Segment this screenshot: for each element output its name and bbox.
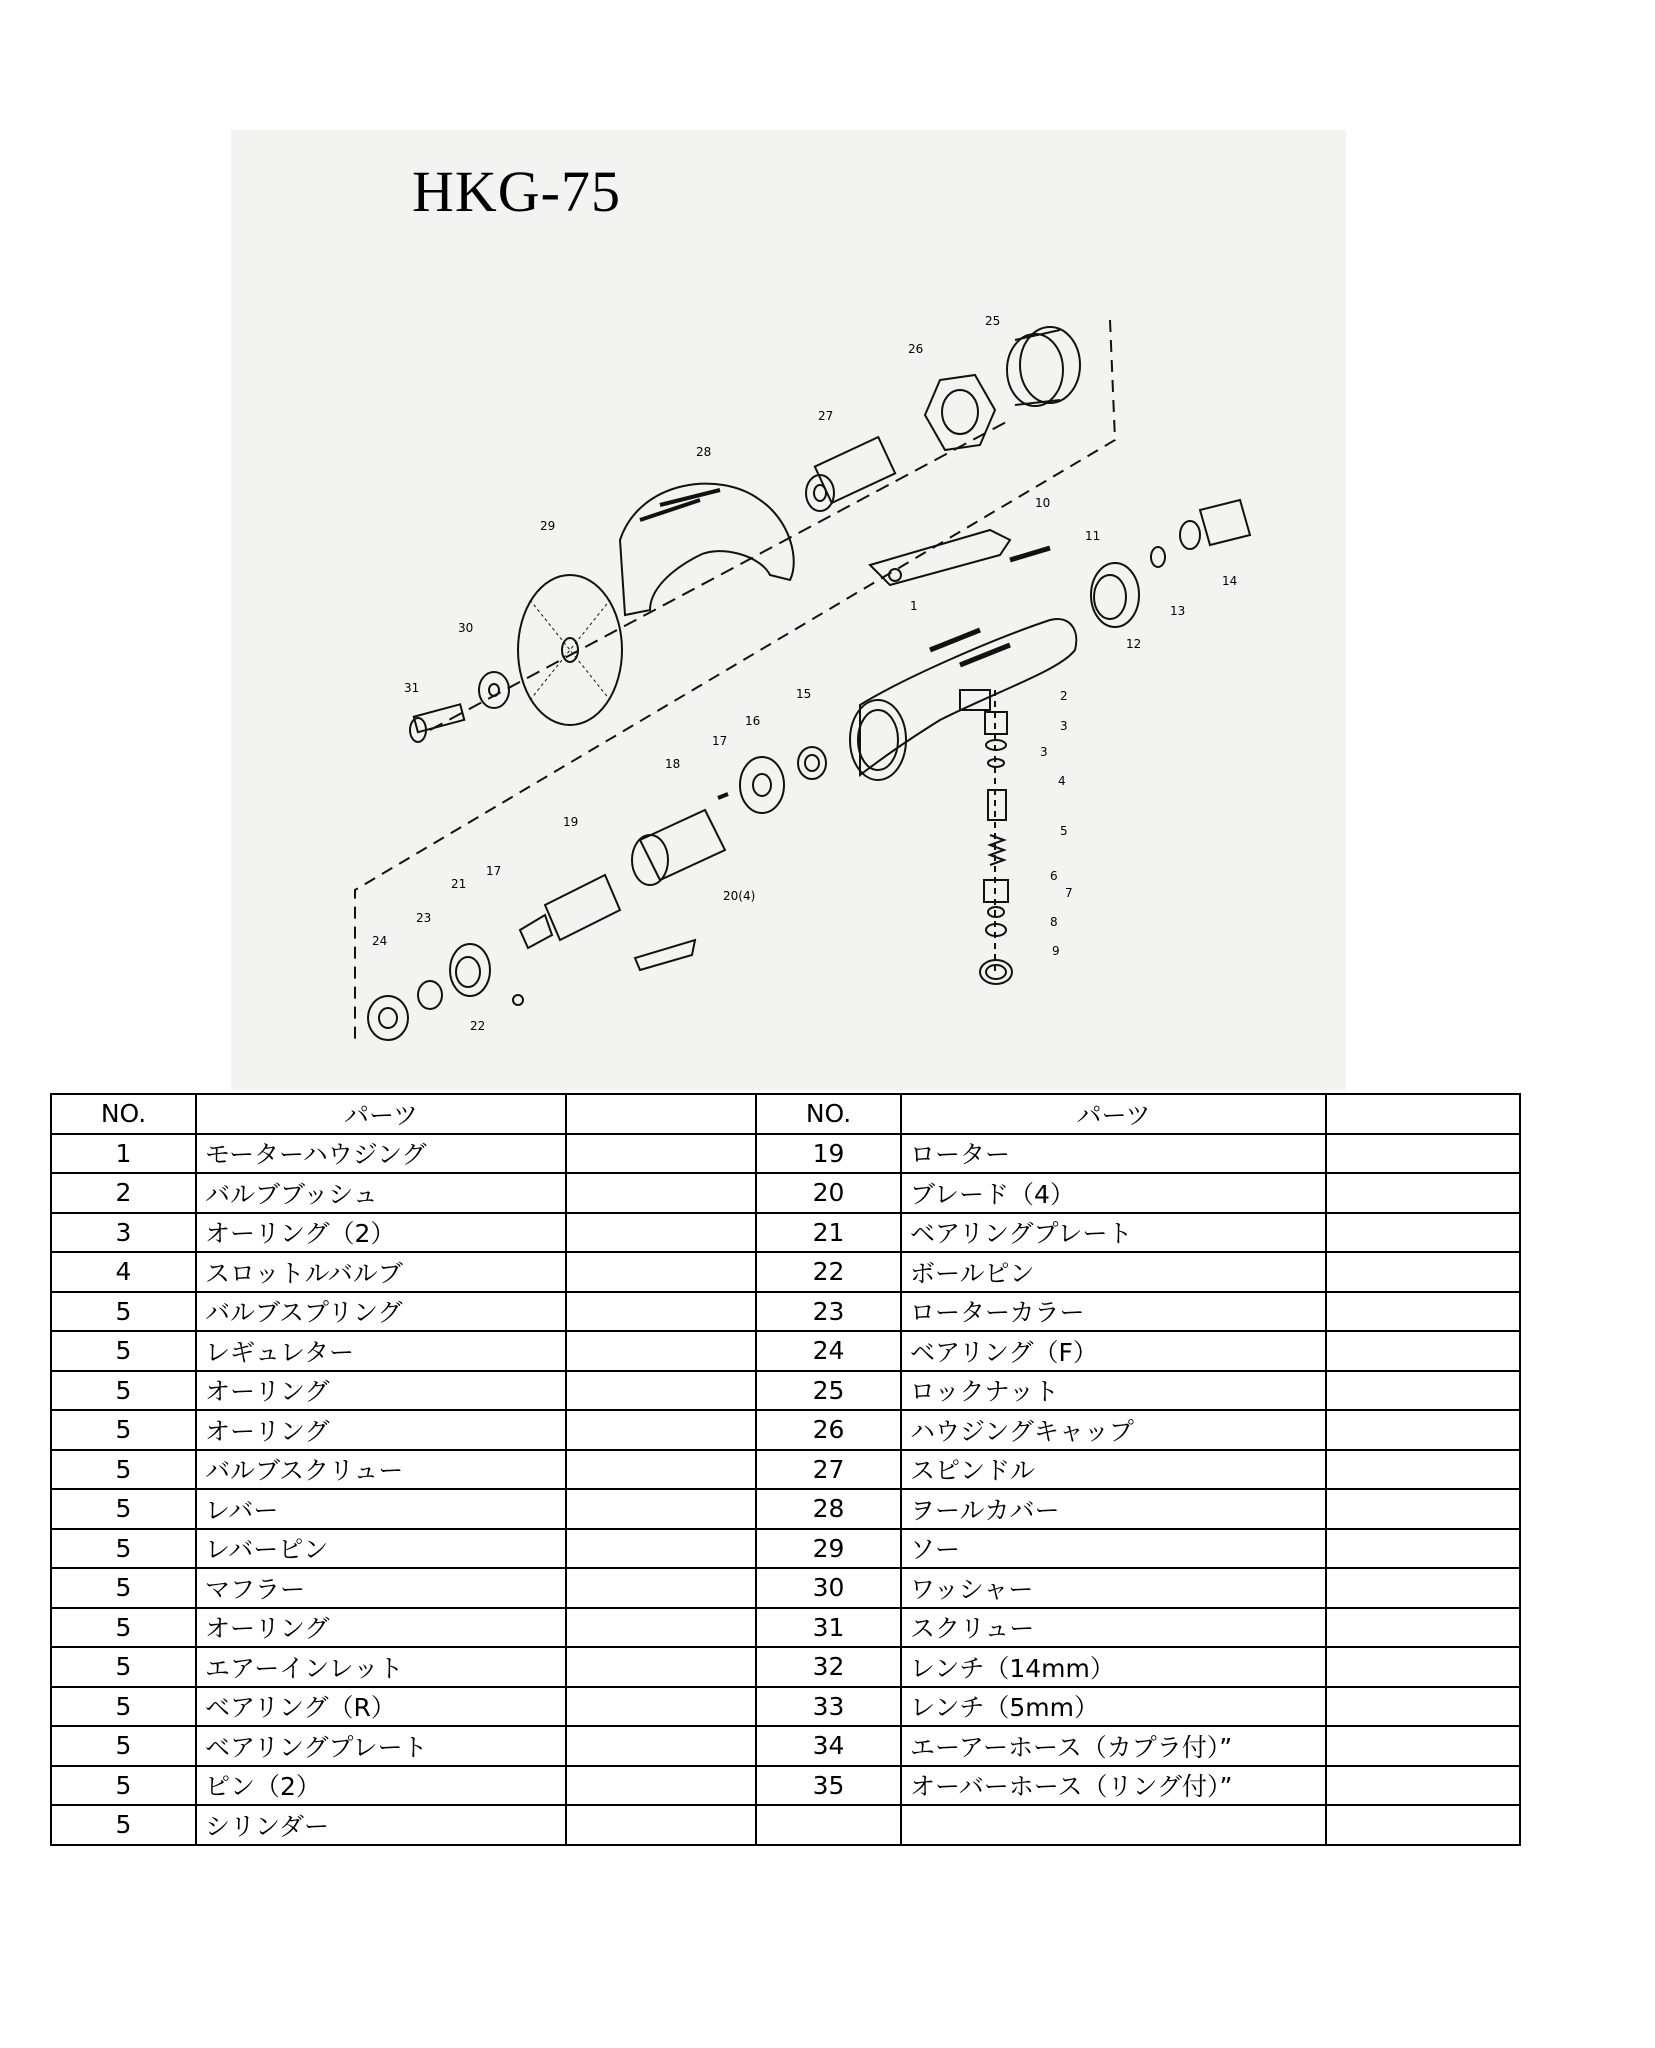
part-name-cell: マフラー — [196, 1568, 566, 1608]
part-bearing-f — [368, 996, 408, 1040]
part-name-cell: ワッシャー — [901, 1568, 1326, 1608]
part-name-cell: ローター — [901, 1134, 1326, 1174]
part-name-cell: レンチ（14mm） — [901, 1647, 1326, 1687]
part-name-cell: ローターカラー — [901, 1292, 1326, 1332]
empty-cell — [566, 1647, 756, 1687]
table-row — [51, 1134, 1520, 1174]
diagram-label: 14 — [1222, 574, 1238, 588]
part-name-cell: オーバーホース（リング付）” — [901, 1766, 1326, 1806]
diagram-label: 21 — [451, 877, 467, 891]
part-spindle — [806, 437, 895, 511]
part-number-cell: 5 — [51, 1371, 196, 1411]
empty-cell — [1326, 1608, 1520, 1648]
diagram-label: 30 — [458, 621, 474, 635]
part-number-cell: 5 — [51, 1331, 196, 1371]
part-number-cell: 23 — [756, 1292, 901, 1332]
part-number-cell: 30 — [756, 1568, 901, 1608]
empty-cell — [566, 1173, 756, 1213]
part-name-cell: ソー — [901, 1529, 1326, 1569]
part-name-cell: エアーインレット — [196, 1647, 566, 1687]
empty-cell — [1326, 1766, 1520, 1806]
table-row — [51, 1766, 1520, 1806]
part-name-cell: ピン（2） — [196, 1766, 566, 1806]
diagram-label: 19 — [563, 815, 579, 829]
part-name-cell: ベアリング（F） — [901, 1331, 1326, 1371]
diagram-label: 22 — [470, 1019, 486, 1033]
empty-cell — [1326, 1450, 1520, 1490]
header-extra — [1326, 1094, 1520, 1134]
empty-cell — [1326, 1805, 1520, 1845]
part-ball-pin — [513, 995, 523, 1005]
part-number-cell: 21 — [756, 1213, 901, 1253]
part-number-cell: 5 — [51, 1608, 196, 1648]
empty-cell — [1326, 1726, 1520, 1766]
part-name-cell: スクリュー — [901, 1608, 1326, 1648]
table-row — [51, 1687, 1520, 1727]
part-name-cell: モーターハウジング — [196, 1134, 566, 1174]
part-name-cell: レギュレター — [196, 1331, 566, 1371]
part-name-cell: レバーピン — [196, 1529, 566, 1569]
parts-table — [50, 1093, 1521, 1846]
table-row — [51, 1450, 1520, 1490]
empty-cell — [566, 1371, 756, 1411]
part-washer — [479, 672, 509, 708]
diagram-label: 28 — [696, 445, 712, 459]
table-row — [51, 1371, 1520, 1411]
empty-cell — [1326, 1647, 1520, 1687]
part-number-cell: 31 — [756, 1608, 901, 1648]
part-o-ring — [1151, 547, 1165, 567]
table-row — [51, 1489, 1520, 1529]
part-name-cell: オーリング — [196, 1608, 566, 1648]
empty-cell — [566, 1134, 756, 1174]
part-bearing-plate — [740, 757, 784, 813]
part-name-cell: スロットルバルブ — [196, 1252, 566, 1292]
part-number-cell: 5 — [51, 1726, 196, 1766]
diagram-label: 27 — [818, 409, 834, 423]
empty-cell — [1326, 1213, 1520, 1253]
part-housing-cap — [925, 375, 995, 450]
part-air-inlet — [1180, 500, 1250, 549]
table-row — [51, 1805, 1520, 1845]
part-pin — [718, 794, 728, 798]
part-number-cell: 5 — [51, 1489, 196, 1529]
part-name-cell: ベアリング（R） — [196, 1687, 566, 1727]
diagram-label: 12 — [1126, 637, 1142, 651]
part-muffler — [1091, 563, 1139, 627]
part-name-cell: ブレード（4） — [901, 1173, 1326, 1213]
diagram-label: 26 — [908, 342, 924, 356]
empty-cell — [566, 1529, 756, 1569]
empty-cell — [1326, 1252, 1520, 1292]
part-number-cell: 5 — [51, 1766, 196, 1806]
table-row — [51, 1608, 1520, 1648]
diagram-label: 18 — [665, 757, 681, 771]
part-number-cell: 20 — [756, 1173, 901, 1213]
empty-cell — [1326, 1529, 1520, 1569]
table-row — [51, 1529, 1520, 1569]
part-number-cell: 3 — [51, 1213, 196, 1253]
table-row — [51, 1173, 1520, 1213]
empty-cell — [566, 1568, 756, 1608]
part-name-cell: ハウジングキャップ — [901, 1410, 1326, 1450]
empty-cell — [1326, 1687, 1520, 1727]
diagram-label: 17 — [712, 734, 728, 748]
diagram-label: 3 — [1060, 719, 1068, 733]
header-parts: パーツ — [196, 1094, 566, 1134]
part-name-cell: ベアリングプレート — [901, 1213, 1326, 1253]
diagram-label: 3 — [1040, 745, 1048, 759]
table-row — [51, 1292, 1520, 1332]
diagram-title: HKG-75 — [412, 159, 621, 224]
diagram-label: 20(4) — [723, 889, 756, 903]
part-number-cell: 25 — [756, 1371, 901, 1411]
empty-cell — [566, 1687, 756, 1727]
part-number-cell: 5 — [51, 1805, 196, 1845]
empty-cell — [1326, 1410, 1520, 1450]
part-name-cell: バルブスプリング — [196, 1292, 566, 1332]
assembly-axis-line — [355, 320, 1115, 1040]
empty-cell — [1326, 1568, 1520, 1608]
part-bearing-plate-front — [450, 944, 490, 996]
part-name-cell: ロックナット — [901, 1371, 1326, 1411]
header-no: NO. — [51, 1094, 196, 1134]
diagram-label: 16 — [745, 714, 761, 728]
empty-cell — [1326, 1371, 1520, 1411]
empty-cell — [566, 1213, 756, 1253]
empty-cell — [566, 1410, 756, 1450]
empty-cell — [566, 1252, 756, 1292]
empty-cell — [566, 1726, 756, 1766]
part-name-cell: バルブスクリュー — [196, 1450, 566, 1490]
diagram-label: 11 — [1085, 529, 1101, 543]
empty-cell — [1326, 1331, 1520, 1371]
diagram-label: 10 — [1035, 496, 1051, 510]
part-number-cell: 2 — [51, 1173, 196, 1213]
empty-cell — [1326, 1489, 1520, 1529]
part-name-cell — [901, 1805, 1326, 1845]
part-name-cell: ボールピン — [901, 1252, 1326, 1292]
diagram-label: 1 — [910, 599, 918, 613]
diagram-label: 2 — [1060, 689, 1068, 703]
part-number-cell: 5 — [51, 1292, 196, 1332]
part-number-cell: 1 — [51, 1134, 196, 1174]
table-row — [51, 1252, 1520, 1292]
table-row — [51, 1331, 1520, 1371]
diagram-label: 7 — [1065, 886, 1073, 900]
part-valve-stack — [980, 690, 1012, 984]
part-name-cell: レバー — [196, 1489, 566, 1529]
part-number-cell: 5 — [51, 1647, 196, 1687]
part-name-cell: シリンダー — [196, 1805, 566, 1845]
diagram-label: 29 — [540, 519, 556, 533]
header-parts: パーツ — [901, 1094, 1326, 1134]
diagram-label: 5 — [1060, 824, 1068, 838]
diagram-label: 15 — [796, 687, 812, 701]
header-no: NO. — [756, 1094, 901, 1134]
part-name-cell: オーリング — [196, 1410, 566, 1450]
part-number-cell: 4 — [51, 1252, 196, 1292]
empty-cell — [1326, 1134, 1520, 1174]
part-name-cell: ヲールカバー — [901, 1489, 1326, 1529]
header-extra — [566, 1094, 756, 1134]
part-name-cell: ベアリングプレート — [196, 1726, 566, 1766]
part-name-cell: エーアーホース（カプラ付）” — [901, 1726, 1326, 1766]
diagram-label: 6 — [1050, 869, 1058, 883]
empty-cell — [566, 1331, 756, 1371]
part-number-cell — [756, 1805, 901, 1845]
part-name-cell: オーリング — [196, 1371, 566, 1411]
diagram-label: 17 — [486, 864, 502, 878]
part-bearing-r — [798, 747, 826, 779]
part-number-cell: 5 — [51, 1687, 196, 1727]
part-name-cell: オーリング（2） — [196, 1213, 566, 1253]
part-number-cell: 29 — [756, 1529, 901, 1569]
part-number-cell: 5 — [51, 1529, 196, 1569]
diagram-label: 23 — [416, 911, 432, 925]
diagram-label: 8 — [1050, 915, 1058, 929]
part-screw — [410, 704, 464, 742]
part-number-cell: 34 — [756, 1726, 901, 1766]
empty-cell — [566, 1489, 756, 1529]
part-cylinder — [632, 810, 725, 885]
diagram-label: 31 — [404, 681, 420, 695]
diagram-label: 24 — [372, 934, 388, 948]
part-blade — [635, 940, 695, 970]
part-lever — [870, 530, 1010, 585]
part-rotor-collar — [418, 981, 442, 1009]
part-name-cell: バルブブッシュ — [196, 1173, 566, 1213]
empty-cell — [566, 1292, 756, 1332]
diagram-label: 13 — [1170, 604, 1186, 618]
part-lever-pin — [1010, 548, 1050, 560]
empty-cell — [1326, 1292, 1520, 1332]
part-rotor — [520, 875, 620, 948]
part-name-cell: スピンドル — [901, 1450, 1326, 1490]
part-number-cell: 33 — [756, 1687, 901, 1727]
part-number-cell: 24 — [756, 1331, 901, 1371]
part-name-cell: レンチ（5mm） — [901, 1687, 1326, 1727]
empty-cell — [1326, 1173, 1520, 1213]
diagram-label: 25 — [985, 314, 1001, 328]
table-row — [51, 1568, 1520, 1608]
part-number-cell: 35 — [756, 1766, 901, 1806]
table-row — [51, 1410, 1520, 1450]
diagram-label: 4 — [1058, 774, 1066, 788]
part-saw-disc — [518, 575, 622, 725]
part-number-cell: 5 — [51, 1568, 196, 1608]
part-number-cell: 19 — [756, 1134, 901, 1174]
part-number-cell: 5 — [51, 1410, 196, 1450]
part-number-cell: 5 — [51, 1450, 196, 1490]
empty-cell — [566, 1805, 756, 1845]
part-number-cell: 27 — [756, 1450, 901, 1490]
diagram-label: 9 — [1052, 944, 1060, 958]
table-row — [51, 1726, 1520, 1766]
table-row — [51, 1213, 1520, 1253]
empty-cell — [566, 1766, 756, 1806]
empty-cell — [566, 1450, 756, 1490]
table-header-row — [51, 1094, 1520, 1134]
empty-cell — [566, 1608, 756, 1648]
part-number-cell: 28 — [756, 1489, 901, 1529]
part-number-cell: 32 — [756, 1647, 901, 1687]
part-lock-nut — [1007, 327, 1080, 406]
table-row — [51, 1647, 1520, 1687]
part-number-cell: 22 — [756, 1252, 901, 1292]
part-number-cell: 26 — [756, 1410, 901, 1450]
